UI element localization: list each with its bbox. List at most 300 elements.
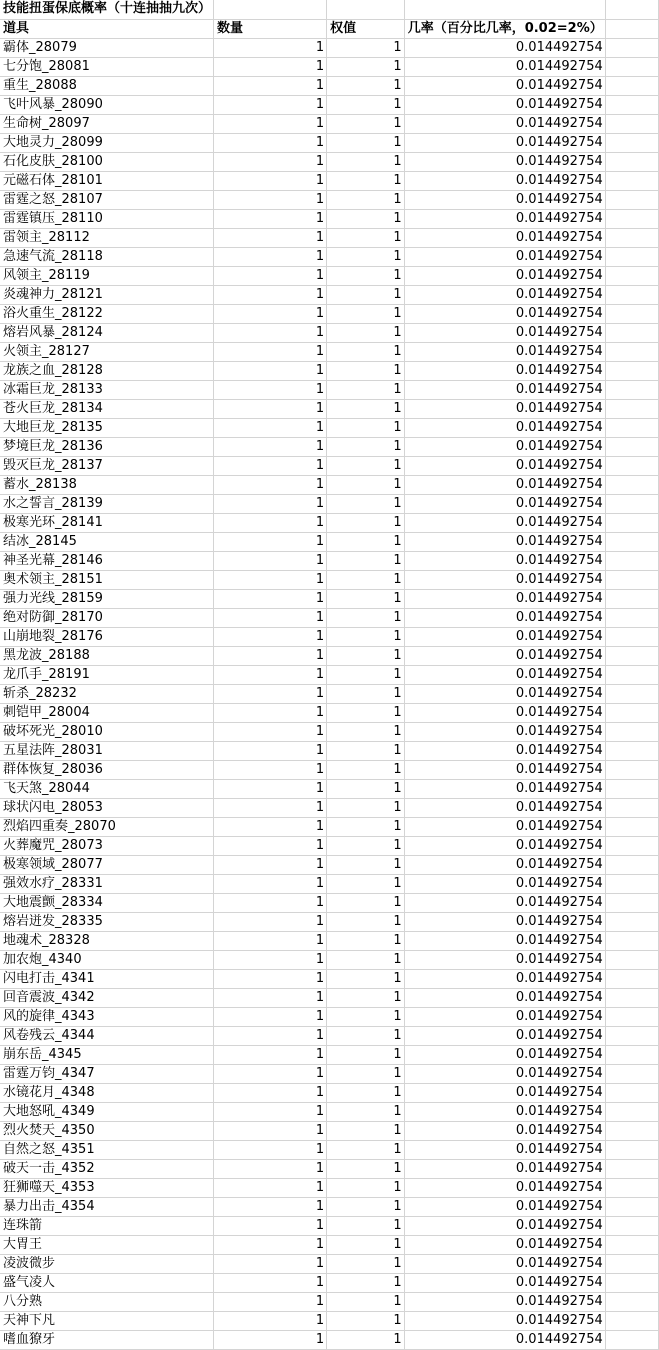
empty-cell[interactable] bbox=[605, 1140, 658, 1159]
quantity-cell[interactable]: 1 bbox=[214, 380, 327, 399]
quantity-cell[interactable]: 1 bbox=[214, 1216, 327, 1235]
weight-cell[interactable]: 1 bbox=[327, 133, 405, 152]
probability-cell[interactable]: 0.014492754 bbox=[404, 912, 605, 931]
empty-cell[interactable] bbox=[605, 437, 658, 456]
empty-cell[interactable] bbox=[404, 0, 605, 19]
weight-cell[interactable]: 1 bbox=[327, 1140, 405, 1159]
item-name-cell[interactable]: 风领主_28119 bbox=[0, 266, 214, 285]
quantity-cell[interactable]: 1 bbox=[214, 114, 327, 133]
empty-cell[interactable] bbox=[605, 855, 658, 874]
empty-cell[interactable] bbox=[605, 912, 658, 931]
quantity-cell[interactable]: 1 bbox=[214, 1121, 327, 1140]
weight-cell[interactable]: 1 bbox=[327, 551, 405, 570]
empty-cell[interactable] bbox=[605, 532, 658, 551]
empty-cell[interactable] bbox=[605, 893, 658, 912]
empty-cell[interactable] bbox=[605, 570, 658, 589]
probability-cell[interactable]: 0.014492754 bbox=[404, 779, 605, 798]
quantity-cell[interactable]: 1 bbox=[214, 874, 327, 893]
empty-cell[interactable] bbox=[605, 133, 658, 152]
quantity-cell[interactable]: 1 bbox=[214, 1140, 327, 1159]
quantity-cell[interactable]: 1 bbox=[214, 551, 327, 570]
empty-cell[interactable] bbox=[605, 817, 658, 836]
weight-cell[interactable]: 1 bbox=[327, 171, 405, 190]
empty-cell[interactable] bbox=[605, 1102, 658, 1121]
probability-cell[interactable]: 0.014492754 bbox=[404, 513, 605, 532]
item-name-cell[interactable]: 山崩地裂_28176 bbox=[0, 627, 214, 646]
probability-cell[interactable]: 0.014492754 bbox=[404, 1216, 605, 1235]
quantity-cell[interactable]: 1 bbox=[214, 475, 327, 494]
probability-cell[interactable]: 0.014492754 bbox=[404, 988, 605, 1007]
probability-cell[interactable]: 0.014492754 bbox=[404, 1292, 605, 1311]
quantity-cell[interactable]: 1 bbox=[214, 608, 327, 627]
item-name-cell[interactable]: 龙族之血_28128 bbox=[0, 361, 214, 380]
weight-cell[interactable]: 1 bbox=[327, 1273, 405, 1292]
weight-cell[interactable]: 1 bbox=[327, 665, 405, 684]
weight-cell[interactable]: 1 bbox=[327, 912, 405, 931]
weight-cell[interactable]: 1 bbox=[327, 608, 405, 627]
weight-cell[interactable]: 1 bbox=[327, 1007, 405, 1026]
weight-cell[interactable]: 1 bbox=[327, 228, 405, 247]
probability-cell[interactable]: 0.014492754 bbox=[404, 1083, 605, 1102]
empty-cell[interactable] bbox=[605, 190, 658, 209]
empty-cell[interactable] bbox=[605, 19, 658, 38]
weight-cell[interactable]: 1 bbox=[327, 323, 405, 342]
item-name-cell[interactable]: 烈火焚天_4350 bbox=[0, 1121, 214, 1140]
quantity-cell[interactable]: 1 bbox=[214, 665, 327, 684]
quantity-cell[interactable]: 1 bbox=[214, 817, 327, 836]
empty-cell[interactable] bbox=[605, 76, 658, 95]
item-name-cell[interactable]: 破坏死光_28010 bbox=[0, 722, 214, 741]
weight-cell[interactable]: 1 bbox=[327, 627, 405, 646]
item-name-cell[interactable]: 回音震波_4342 bbox=[0, 988, 214, 1007]
empty-cell[interactable] bbox=[605, 931, 658, 950]
weight-cell[interactable]: 1 bbox=[327, 1178, 405, 1197]
item-name-cell[interactable]: 地魂术_28328 bbox=[0, 931, 214, 950]
item-name-cell[interactable]: 五星法阵_28031 bbox=[0, 741, 214, 760]
item-name-cell[interactable]: 闪电打击_4341 bbox=[0, 969, 214, 988]
quantity-cell[interactable]: 1 bbox=[214, 779, 327, 798]
empty-cell[interactable] bbox=[605, 152, 658, 171]
probability-cell[interactable]: 0.014492754 bbox=[404, 1197, 605, 1216]
empty-cell[interactable] bbox=[605, 798, 658, 817]
empty-cell[interactable] bbox=[605, 627, 658, 646]
probability-cell[interactable]: 0.014492754 bbox=[404, 627, 605, 646]
empty-cell[interactable] bbox=[605, 171, 658, 190]
quantity-cell[interactable]: 1 bbox=[214, 133, 327, 152]
empty-cell[interactable] bbox=[605, 760, 658, 779]
quantity-cell[interactable]: 1 bbox=[214, 323, 327, 342]
quantity-cell[interactable]: 1 bbox=[214, 1292, 327, 1311]
quantity-cell[interactable]: 1 bbox=[214, 152, 327, 171]
empty-cell[interactable] bbox=[605, 323, 658, 342]
quantity-cell[interactable]: 1 bbox=[214, 1178, 327, 1197]
item-name-cell[interactable]: 大地怒吼_4349 bbox=[0, 1102, 214, 1121]
weight-cell[interactable]: 1 bbox=[327, 76, 405, 95]
probability-cell[interactable]: 0.014492754 bbox=[404, 950, 605, 969]
probability-cell[interactable]: 0.014492754 bbox=[404, 741, 605, 760]
empty-cell[interactable] bbox=[605, 950, 658, 969]
probability-cell[interactable]: 0.014492754 bbox=[404, 703, 605, 722]
weight-cell[interactable]: 1 bbox=[327, 1235, 405, 1254]
item-name-cell[interactable]: 狂狮噬天_4353 bbox=[0, 1178, 214, 1197]
item-name-cell[interactable]: 大胃王 bbox=[0, 1235, 214, 1254]
item-name-cell[interactable]: 元磁石体_28101 bbox=[0, 171, 214, 190]
empty-cell[interactable] bbox=[605, 1330, 658, 1349]
weight-cell[interactable]: 1 bbox=[327, 969, 405, 988]
weight-cell[interactable]: 1 bbox=[327, 1026, 405, 1045]
probability-cell[interactable]: 0.014492754 bbox=[404, 665, 605, 684]
probability-cell[interactable]: 0.014492754 bbox=[404, 76, 605, 95]
weight-cell[interactable]: 1 bbox=[327, 950, 405, 969]
probability-cell[interactable]: 0.014492754 bbox=[404, 1140, 605, 1159]
quantity-cell[interactable]: 1 bbox=[214, 1311, 327, 1330]
item-name-cell[interactable]: 飞叶风暴_28090 bbox=[0, 95, 214, 114]
probability-cell[interactable]: 0.014492754 bbox=[404, 1178, 605, 1197]
empty-cell[interactable] bbox=[605, 1235, 658, 1254]
quantity-cell[interactable]: 1 bbox=[214, 1045, 327, 1064]
item-name-cell[interactable]: 熔岩迸发_28335 bbox=[0, 912, 214, 931]
quantity-cell[interactable]: 1 bbox=[214, 627, 327, 646]
quantity-cell[interactable]: 1 bbox=[214, 722, 327, 741]
empty-cell[interactable] bbox=[605, 988, 658, 1007]
empty-cell[interactable] bbox=[605, 266, 658, 285]
weight-cell[interactable]: 1 bbox=[327, 380, 405, 399]
probability-cell[interactable]: 0.014492754 bbox=[404, 931, 605, 950]
weight-cell[interactable]: 1 bbox=[327, 114, 405, 133]
probability-cell[interactable]: 0.014492754 bbox=[404, 684, 605, 703]
empty-cell[interactable] bbox=[605, 646, 658, 665]
weight-cell[interactable]: 1 bbox=[327, 1045, 405, 1064]
probability-cell[interactable]: 0.014492754 bbox=[404, 171, 605, 190]
probability-cell[interactable]: 0.014492754 bbox=[404, 855, 605, 874]
empty-cell[interactable] bbox=[605, 399, 658, 418]
weight-cell[interactable]: 1 bbox=[327, 1330, 405, 1349]
header-item[interactable]: 道具 bbox=[0, 19, 214, 38]
quantity-cell[interactable]: 1 bbox=[214, 1330, 327, 1349]
empty-cell[interactable] bbox=[605, 1007, 658, 1026]
quantity-cell[interactable]: 1 bbox=[214, 912, 327, 931]
empty-cell[interactable] bbox=[605, 1083, 658, 1102]
probability-cell[interactable]: 0.014492754 bbox=[404, 1121, 605, 1140]
empty-cell[interactable] bbox=[605, 513, 658, 532]
weight-cell[interactable]: 1 bbox=[327, 437, 405, 456]
item-name-cell[interactable]: 大地巨龙_28135 bbox=[0, 418, 214, 437]
quantity-cell[interactable]: 1 bbox=[214, 931, 327, 950]
weight-cell[interactable]: 1 bbox=[327, 532, 405, 551]
empty-cell[interactable] bbox=[605, 665, 658, 684]
weight-cell[interactable]: 1 bbox=[327, 931, 405, 950]
empty-cell[interactable] bbox=[605, 95, 658, 114]
empty-cell[interactable] bbox=[605, 836, 658, 855]
item-name-cell[interactable]: 雷领主_28112 bbox=[0, 228, 214, 247]
quantity-cell[interactable]: 1 bbox=[214, 171, 327, 190]
item-name-cell[interactable]: 水之誓言_28139 bbox=[0, 494, 214, 513]
probability-cell[interactable]: 0.014492754 bbox=[404, 228, 605, 247]
item-name-cell[interactable]: 嗜血獠牙 bbox=[0, 1330, 214, 1349]
weight-cell[interactable]: 1 bbox=[327, 684, 405, 703]
quantity-cell[interactable]: 1 bbox=[214, 684, 327, 703]
probability-cell[interactable]: 0.014492754 bbox=[404, 722, 605, 741]
probability-cell[interactable]: 0.014492754 bbox=[404, 152, 605, 171]
item-name-cell[interactable]: 生命树_28097 bbox=[0, 114, 214, 133]
item-name-cell[interactable]: 极寒光环_28141 bbox=[0, 513, 214, 532]
item-name-cell[interactable]: 极寒领域_28077 bbox=[0, 855, 214, 874]
weight-cell[interactable]: 1 bbox=[327, 209, 405, 228]
item-name-cell[interactable]: 斩杀_28232 bbox=[0, 684, 214, 703]
empty-cell[interactable] bbox=[605, 114, 658, 133]
probability-cell[interactable]: 0.014492754 bbox=[404, 133, 605, 152]
empty-cell[interactable] bbox=[605, 1254, 658, 1273]
weight-cell[interactable]: 1 bbox=[327, 190, 405, 209]
weight-cell[interactable]: 1 bbox=[327, 722, 405, 741]
empty-cell[interactable] bbox=[605, 779, 658, 798]
item-name-cell[interactable]: 自然之怒_4351 bbox=[0, 1140, 214, 1159]
probability-cell[interactable]: 0.014492754 bbox=[404, 209, 605, 228]
empty-cell[interactable] bbox=[605, 1178, 658, 1197]
probability-cell[interactable]: 0.014492754 bbox=[404, 285, 605, 304]
sheet-title[interactable]: 技能扭蛋保底概率（十连抽抽九次） bbox=[0, 0, 214, 19]
header-weight[interactable]: 权值 bbox=[327, 19, 405, 38]
item-name-cell[interactable]: 雷霆之怒_28107 bbox=[0, 190, 214, 209]
weight-cell[interactable]: 1 bbox=[327, 1292, 405, 1311]
weight-cell[interactable]: 1 bbox=[327, 589, 405, 608]
quantity-cell[interactable]: 1 bbox=[214, 494, 327, 513]
empty-cell[interactable] bbox=[605, 475, 658, 494]
empty-cell[interactable] bbox=[605, 1026, 658, 1045]
quantity-cell[interactable]: 1 bbox=[214, 342, 327, 361]
probability-cell[interactable]: 0.014492754 bbox=[404, 1159, 605, 1178]
empty-cell[interactable] bbox=[605, 285, 658, 304]
probability-cell[interactable]: 0.014492754 bbox=[404, 1273, 605, 1292]
quantity-cell[interactable]: 1 bbox=[214, 399, 327, 418]
probability-cell[interactable]: 0.014492754 bbox=[404, 1330, 605, 1349]
probability-cell[interactable]: 0.014492754 bbox=[404, 361, 605, 380]
quantity-cell[interactable]: 1 bbox=[214, 1064, 327, 1083]
probability-cell[interactable]: 0.014492754 bbox=[404, 817, 605, 836]
item-name-cell[interactable]: 急速气流_28118 bbox=[0, 247, 214, 266]
probability-cell[interactable]: 0.014492754 bbox=[404, 38, 605, 57]
quantity-cell[interactable]: 1 bbox=[214, 209, 327, 228]
item-name-cell[interactable]: 风的旋律_4343 bbox=[0, 1007, 214, 1026]
probability-cell[interactable]: 0.014492754 bbox=[404, 760, 605, 779]
item-name-cell[interactable]: 雷霆万钧_4347 bbox=[0, 1064, 214, 1083]
item-name-cell[interactable]: 水镜花月_4348 bbox=[0, 1083, 214, 1102]
item-name-cell[interactable]: 熔岩风暴_28124 bbox=[0, 323, 214, 342]
weight-cell[interactable]: 1 bbox=[327, 494, 405, 513]
empty-cell[interactable] bbox=[605, 969, 658, 988]
empty-cell[interactable] bbox=[605, 1292, 658, 1311]
quantity-cell[interactable]: 1 bbox=[214, 1007, 327, 1026]
item-name-cell[interactable]: 绝对防御_28170 bbox=[0, 608, 214, 627]
empty-cell[interactable] bbox=[605, 38, 658, 57]
probability-cell[interactable]: 0.014492754 bbox=[404, 380, 605, 399]
probability-cell[interactable]: 0.014492754 bbox=[404, 494, 605, 513]
empty-cell[interactable] bbox=[605, 1273, 658, 1292]
item-name-cell[interactable]: 群体恢复_28036 bbox=[0, 760, 214, 779]
quantity-cell[interactable]: 1 bbox=[214, 190, 327, 209]
item-name-cell[interactable]: 火葬魔咒_28073 bbox=[0, 836, 214, 855]
quantity-cell[interactable]: 1 bbox=[214, 1273, 327, 1292]
probability-cell[interactable]: 0.014492754 bbox=[404, 1007, 605, 1026]
item-name-cell[interactable]: 炎魂神力_28121 bbox=[0, 285, 214, 304]
quantity-cell[interactable]: 1 bbox=[214, 589, 327, 608]
empty-cell[interactable] bbox=[605, 209, 658, 228]
quantity-cell[interactable]: 1 bbox=[214, 1197, 327, 1216]
item-name-cell[interactable]: 球状闪电_28053 bbox=[0, 798, 214, 817]
probability-cell[interactable]: 0.014492754 bbox=[404, 1311, 605, 1330]
weight-cell[interactable]: 1 bbox=[327, 798, 405, 817]
quantity-cell[interactable]: 1 bbox=[214, 285, 327, 304]
quantity-cell[interactable]: 1 bbox=[214, 1083, 327, 1102]
empty-cell[interactable] bbox=[605, 1045, 658, 1064]
weight-cell[interactable]: 1 bbox=[327, 1083, 405, 1102]
item-name-cell[interactable]: 蓄水_28138 bbox=[0, 475, 214, 494]
probability-cell[interactable]: 0.014492754 bbox=[404, 95, 605, 114]
quantity-cell[interactable]: 1 bbox=[214, 456, 327, 475]
probability-cell[interactable]: 0.014492754 bbox=[404, 190, 605, 209]
item-name-cell[interactable]: 冰霜巨龙_28133 bbox=[0, 380, 214, 399]
probability-cell[interactable]: 0.014492754 bbox=[404, 836, 605, 855]
item-name-cell[interactable]: 大地震颤_28334 bbox=[0, 893, 214, 912]
weight-cell[interactable]: 1 bbox=[327, 285, 405, 304]
empty-cell[interactable] bbox=[605, 741, 658, 760]
empty-cell[interactable] bbox=[214, 0, 327, 19]
probability-cell[interactable]: 0.014492754 bbox=[404, 570, 605, 589]
weight-cell[interactable]: 1 bbox=[327, 1216, 405, 1235]
probability-cell[interactable]: 0.014492754 bbox=[404, 551, 605, 570]
probability-cell[interactable]: 0.014492754 bbox=[404, 1254, 605, 1273]
item-name-cell[interactable]: 雷霆镇压_28110 bbox=[0, 209, 214, 228]
weight-cell[interactable]: 1 bbox=[327, 418, 405, 437]
weight-cell[interactable]: 1 bbox=[327, 874, 405, 893]
probability-cell[interactable]: 0.014492754 bbox=[404, 304, 605, 323]
quantity-cell[interactable]: 1 bbox=[214, 893, 327, 912]
item-name-cell[interactable]: 重生_28088 bbox=[0, 76, 214, 95]
weight-cell[interactable]: 1 bbox=[327, 38, 405, 57]
item-name-cell[interactable]: 石化皮肤_28100 bbox=[0, 152, 214, 171]
weight-cell[interactable]: 1 bbox=[327, 152, 405, 171]
weight-cell[interactable]: 1 bbox=[327, 741, 405, 760]
empty-cell[interactable] bbox=[605, 1311, 658, 1330]
probability-cell[interactable]: 0.014492754 bbox=[404, 874, 605, 893]
quantity-cell[interactable]: 1 bbox=[214, 418, 327, 437]
empty-cell[interactable] bbox=[605, 57, 658, 76]
item-name-cell[interactable]: 刺铠甲_28004 bbox=[0, 703, 214, 722]
empty-cell[interactable] bbox=[605, 418, 658, 437]
quantity-cell[interactable]: 1 bbox=[214, 1159, 327, 1178]
empty-cell[interactable] bbox=[605, 1121, 658, 1140]
weight-cell[interactable]: 1 bbox=[327, 399, 405, 418]
empty-cell[interactable] bbox=[605, 228, 658, 247]
quantity-cell[interactable]: 1 bbox=[214, 950, 327, 969]
probability-cell[interactable]: 0.014492754 bbox=[404, 1026, 605, 1045]
weight-cell[interactable]: 1 bbox=[327, 1121, 405, 1140]
weight-cell[interactable]: 1 bbox=[327, 817, 405, 836]
empty-cell[interactable] bbox=[605, 0, 658, 19]
item-name-cell[interactable]: 加农炮_4340 bbox=[0, 950, 214, 969]
header-probability[interactable]: 几率（百分比几率，0.02=2%） bbox=[404, 19, 605, 38]
item-name-cell[interactable]: 暴力出击_4354 bbox=[0, 1197, 214, 1216]
empty-cell[interactable] bbox=[605, 551, 658, 570]
quantity-cell[interactable]: 1 bbox=[214, 38, 327, 57]
empty-cell[interactable] bbox=[605, 1159, 658, 1178]
empty-cell[interactable] bbox=[605, 874, 658, 893]
probability-cell[interactable]: 0.014492754 bbox=[404, 57, 605, 76]
empty-cell[interactable] bbox=[605, 1216, 658, 1235]
weight-cell[interactable]: 1 bbox=[327, 95, 405, 114]
item-name-cell[interactable]: 毁灭巨龙_28137 bbox=[0, 456, 214, 475]
item-name-cell[interactable]: 结冰_28145 bbox=[0, 532, 214, 551]
quantity-cell[interactable]: 1 bbox=[214, 570, 327, 589]
weight-cell[interactable]: 1 bbox=[327, 570, 405, 589]
weight-cell[interactable]: 1 bbox=[327, 266, 405, 285]
item-name-cell[interactable]: 强效水疗_28331 bbox=[0, 874, 214, 893]
probability-cell[interactable]: 0.014492754 bbox=[404, 589, 605, 608]
quantity-cell[interactable]: 1 bbox=[214, 836, 327, 855]
quantity-cell[interactable]: 1 bbox=[214, 57, 327, 76]
item-name-cell[interactable]: 火领主_28127 bbox=[0, 342, 214, 361]
quantity-cell[interactable]: 1 bbox=[214, 228, 327, 247]
item-name-cell[interactable]: 大地灵力_28099 bbox=[0, 133, 214, 152]
weight-cell[interactable]: 1 bbox=[327, 1254, 405, 1273]
item-name-cell[interactable]: 凌波微步 bbox=[0, 1254, 214, 1273]
item-name-cell[interactable]: 天神下凡 bbox=[0, 1311, 214, 1330]
weight-cell[interactable]: 1 bbox=[327, 475, 405, 494]
item-name-cell[interactable]: 盛气凌人 bbox=[0, 1273, 214, 1292]
weight-cell[interactable]: 1 bbox=[327, 893, 405, 912]
item-name-cell[interactable]: 七分饱_28081 bbox=[0, 57, 214, 76]
weight-cell[interactable]: 1 bbox=[327, 760, 405, 779]
quantity-cell[interactable]: 1 bbox=[214, 855, 327, 874]
item-name-cell[interactable]: 霸体_28079 bbox=[0, 38, 214, 57]
item-name-cell[interactable]: 连珠箭 bbox=[0, 1216, 214, 1235]
weight-cell[interactable]: 1 bbox=[327, 361, 405, 380]
item-name-cell[interactable]: 飞天煞_28044 bbox=[0, 779, 214, 798]
empty-cell[interactable] bbox=[605, 703, 658, 722]
item-name-cell[interactable]: 烈焰四重奏_28070 bbox=[0, 817, 214, 836]
item-name-cell[interactable]: 八分熟 bbox=[0, 1292, 214, 1311]
probability-cell[interactable]: 0.014492754 bbox=[404, 475, 605, 494]
empty-cell[interactable] bbox=[605, 342, 658, 361]
weight-cell[interactable]: 1 bbox=[327, 779, 405, 798]
quantity-cell[interactable]: 1 bbox=[214, 1102, 327, 1121]
weight-cell[interactable]: 1 bbox=[327, 342, 405, 361]
quantity-cell[interactable]: 1 bbox=[214, 1254, 327, 1273]
probability-cell[interactable]: 0.014492754 bbox=[404, 418, 605, 437]
quantity-cell[interactable]: 1 bbox=[214, 1235, 327, 1254]
item-name-cell[interactable]: 龙爪手_28191 bbox=[0, 665, 214, 684]
weight-cell[interactable]: 1 bbox=[327, 456, 405, 475]
weight-cell[interactable]: 1 bbox=[327, 836, 405, 855]
quantity-cell[interactable]: 1 bbox=[214, 532, 327, 551]
item-name-cell[interactable]: 破天一击_4352 bbox=[0, 1159, 214, 1178]
weight-cell[interactable]: 1 bbox=[327, 247, 405, 266]
quantity-cell[interactable]: 1 bbox=[214, 247, 327, 266]
quantity-cell[interactable]: 1 bbox=[214, 741, 327, 760]
item-name-cell[interactable]: 风卷残云_4344 bbox=[0, 1026, 214, 1045]
weight-cell[interactable]: 1 bbox=[327, 703, 405, 722]
weight-cell[interactable]: 1 bbox=[327, 1197, 405, 1216]
probability-cell[interactable]: 0.014492754 bbox=[404, 247, 605, 266]
item-name-cell[interactable]: 黑龙波_28188 bbox=[0, 646, 214, 665]
empty-cell[interactable] bbox=[605, 380, 658, 399]
probability-cell[interactable]: 0.014492754 bbox=[404, 1064, 605, 1083]
quantity-cell[interactable]: 1 bbox=[214, 513, 327, 532]
item-name-cell[interactable]: 浴火重生_28122 bbox=[0, 304, 214, 323]
weight-cell[interactable]: 1 bbox=[327, 57, 405, 76]
quantity-cell[interactable]: 1 bbox=[214, 361, 327, 380]
weight-cell[interactable]: 1 bbox=[327, 304, 405, 323]
